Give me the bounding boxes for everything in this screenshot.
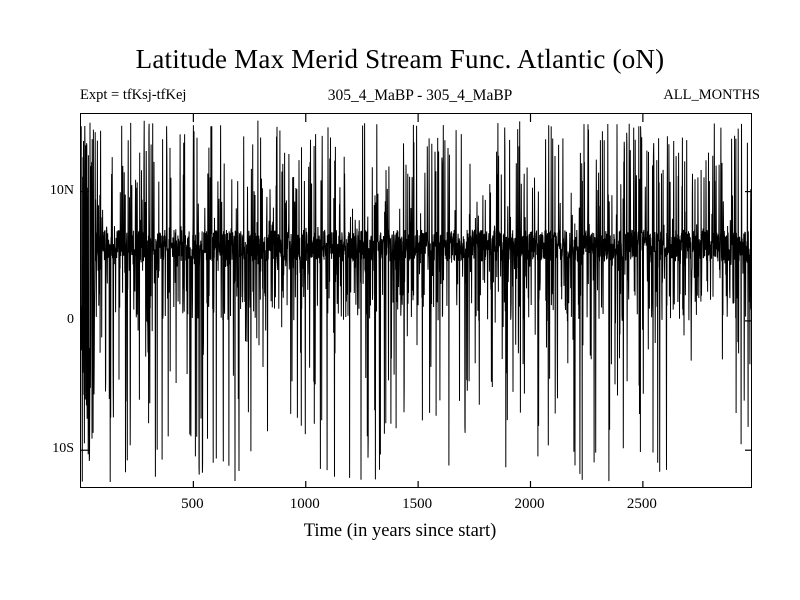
- dataset-label: 305_4_MaBP - 305_4_MaBP: [327, 87, 513, 104]
- x-tick-label: 1500: [402, 496, 433, 512]
- y-axis-ticks: [28, 113, 74, 488]
- timeseries-plot: [81, 114, 752, 488]
- x-tick-label: 1000: [289, 496, 320, 512]
- series-line: [81, 121, 752, 482]
- experiment-label: Expt = tfKsj-tfKej: [80, 87, 187, 103]
- x-tick-label: 2000: [514, 496, 545, 512]
- y-tick-label: 10N: [49, 182, 74, 198]
- y-tick-label: 10S: [52, 441, 74, 457]
- x-tick-label: 2500: [626, 496, 657, 512]
- x-axis-title: Time (in years since start): [303, 521, 497, 541]
- plot-area: [80, 113, 752, 488]
- page-title: Latitude Max Merid Stream Func. Atlantic (oN): [135, 44, 665, 74]
- months-label: ALL_MONTHS: [663, 87, 760, 103]
- y-tick-label: 0: [67, 311, 74, 327]
- x-tick-label: 500: [181, 496, 204, 512]
- subtitle-row: [80, 87, 760, 107]
- x-axis-ticks: [80, 496, 752, 518]
